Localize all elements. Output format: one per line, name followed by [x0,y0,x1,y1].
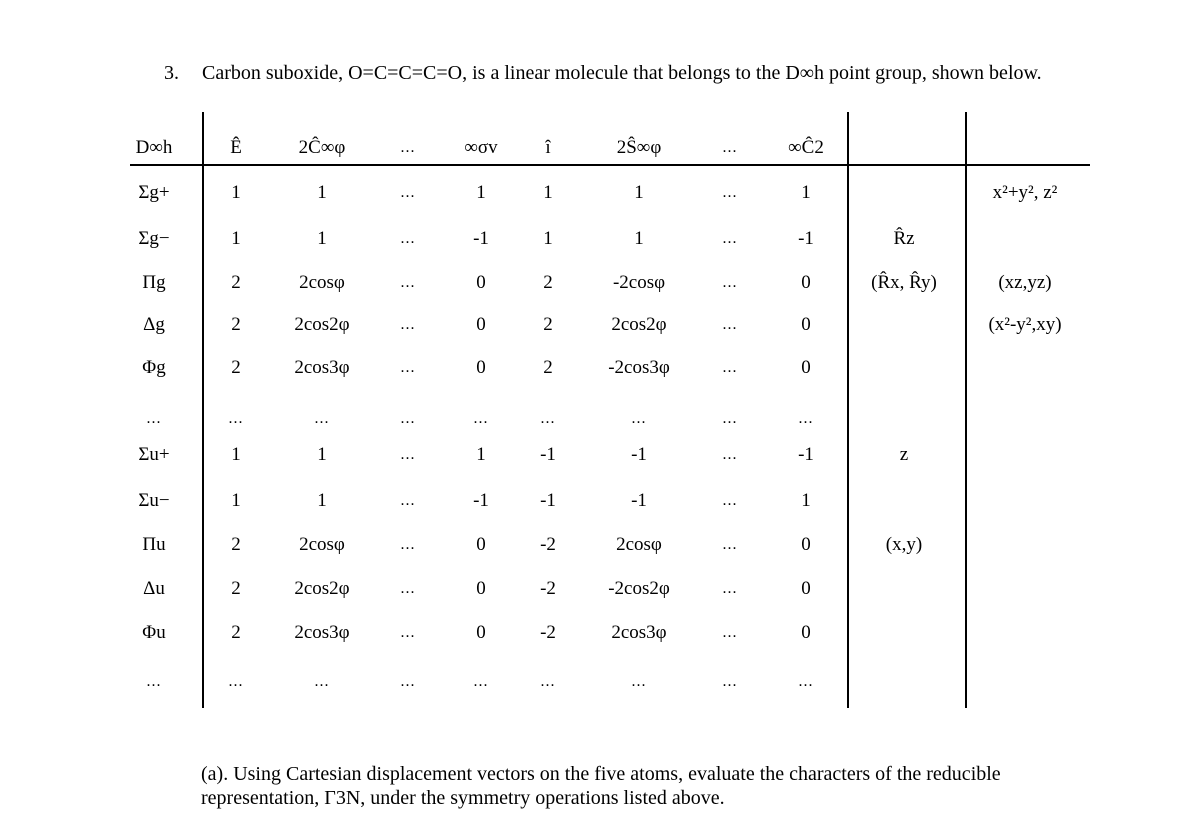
character-cell: -2cos2φ [608,578,670,599]
linear-rotation-cell: R̂z [893,228,915,249]
character-cell: 1 [543,228,553,249]
character-cell: ... [631,673,647,690]
character-cell: 0 [801,578,811,599]
character-cell: ... [400,624,416,641]
character-cell: -2 [540,622,556,643]
character-cell: 1 [317,444,327,465]
character-cell: 0 [801,622,811,643]
character-cell: 0 [476,578,486,599]
character-cell: ... [314,673,330,690]
character-cell: ... [722,184,738,201]
character-cell: -1 [540,490,556,511]
character-cell: 2cosφ [299,272,345,293]
character-cell: -1 [798,228,814,249]
character-cell: 1 [231,228,241,249]
character-cell: 1 [317,490,327,511]
character-cell: -1 [473,490,489,511]
character-cell: 0 [476,272,486,293]
character-cell: 2cos2φ [294,314,350,335]
character-cell: 1 [317,182,327,203]
character-cell: ... [228,410,244,427]
character-cell: ... [722,410,738,427]
character-cell: 2cos2φ [611,314,667,335]
character-cell: 0 [801,534,811,555]
quadratic-cell: (x²-y²,xy) [988,314,1062,335]
character-cell: ... [473,410,489,427]
character-cell: 2 [231,314,241,335]
character-cell: 1 [231,490,241,511]
linear-rotation-cell: z [899,444,909,465]
character-cell: ... [722,673,738,690]
character-cell: 2 [231,357,241,378]
character-cell: ... [722,274,738,291]
character-cell: -1 [631,490,647,511]
character-cell: ... [228,673,244,690]
character-cell: ... [722,580,738,597]
linear-rotation-cell: (x,y) [885,534,923,555]
character-cell: 2 [231,578,241,599]
character-cell: ... [631,410,647,427]
character-cell: 2cos3φ [611,622,667,643]
character-cell: -2 [540,578,556,599]
character-cell: 2cos3φ [294,622,350,643]
character-cell: ... [400,274,416,291]
linear-rotation-cell: (R̂x, R̂y) [871,272,937,293]
character-cell: ... [722,492,738,509]
character-cell: ... [400,492,416,509]
character-cell: 1 [317,228,327,249]
character-cell: ... [722,536,738,553]
header-operation: ∞σv [464,137,498,158]
character-cell: ... [400,184,416,201]
character-cell: 2cosφ [299,534,345,555]
header-operation: ... [722,139,738,156]
character-cell: -1 [540,444,556,465]
character-cell: 2 [543,314,553,335]
irrep-label: Φg [142,357,166,378]
character-cell: 2 [543,357,553,378]
irrep-label: ... [146,410,162,427]
character-cell: -1 [631,444,647,465]
character-cell: 0 [801,272,811,293]
character-cell: 2 [231,272,241,293]
character-cell: 2 [231,534,241,555]
irrep-label: Δg [143,314,165,335]
irrep-label: ... [146,673,162,690]
character-cell: ... [400,230,416,247]
character-cell: ... [722,359,738,376]
character-cell: ... [722,230,738,247]
character-cell: ... [314,410,330,427]
character-cell: ... [473,673,489,690]
header-operation: ... [400,139,416,156]
character-cell: 0 [476,357,486,378]
character-table [130,112,1090,708]
character-cell: 2cos2φ [294,578,350,599]
header-operation: ∞Ĉ2 [788,137,824,158]
irrep-label: Σu− [138,490,170,511]
irrep-label: Δu [143,578,165,599]
character-cell: ... [540,410,556,427]
table-divider [847,112,849,708]
character-cell: ... [722,316,738,333]
character-cell: ... [400,673,416,690]
header-point-group: D∞h [135,137,173,158]
quadratic-cell: (xz,yz) [998,272,1052,293]
character-cell: ... [400,316,416,333]
part-a-text: (a). Using Cartesian displacement vectors on the five atoms, evaluate the characters of the reducible representation, Γ3N, under the symmetry operations listed above. [201,763,1001,809]
table-header-rule [130,164,1090,166]
character-cell: 2 [231,622,241,643]
character-cell: 1 [634,182,644,203]
character-cell: 2cosφ [616,534,662,555]
irrep-label: Πg [142,272,166,293]
question-number: 3. [164,62,179,84]
character-cell: 1 [231,444,241,465]
character-cell: 1 [476,444,486,465]
character-cell: -2cosφ [612,272,666,293]
character-cell: ... [798,673,814,690]
character-cell: 1 [801,182,811,203]
character-cell: -1 [473,228,489,249]
character-cell: ... [400,446,416,463]
irrep-label: Σu+ [138,444,170,465]
quadratic-cell: x²+y², z² [992,182,1058,203]
character-cell: ... [540,673,556,690]
character-cell: -2 [540,534,556,555]
question-text: Carbon suboxide, O=C=C=C=O, is a linear molecule that belongs to the D∞h point group, shown below. [202,62,1042,84]
irrep-label: Σg− [138,228,170,249]
character-cell: ... [400,536,416,553]
character-cell: 0 [476,622,486,643]
character-cell: ... [400,580,416,597]
header-operation: 2Ĉ∞φ [298,137,346,158]
character-cell: 1 [231,182,241,203]
header-operation: Ê [230,137,242,158]
character-cell: -1 [798,444,814,465]
character-cell: ... [400,359,416,376]
character-cell: ... [798,410,814,427]
character-cell: ... [722,624,738,641]
character-cell: 1 [801,490,811,511]
irrep-label: Πu [142,534,166,555]
table-divider [202,112,204,708]
character-cell: ... [722,446,738,463]
character-cell: 2 [543,272,553,293]
irrep-label: Φu [142,622,166,643]
character-cell: 0 [476,314,486,335]
header-operation: î [545,137,551,158]
character-cell: -2cos3φ [608,357,670,378]
irrep-label: Σg+ [138,182,170,203]
character-cell: 0 [801,357,811,378]
character-cell: 1 [634,228,644,249]
character-cell: 1 [543,182,553,203]
character-cell: 0 [476,534,486,555]
character-cell: 1 [476,182,486,203]
character-cell: 2cos3φ [294,357,350,378]
character-cell: ... [400,410,416,427]
header-operation: 2Ŝ∞φ [616,137,662,158]
character-cell: 0 [801,314,811,335]
table-divider [965,112,967,708]
